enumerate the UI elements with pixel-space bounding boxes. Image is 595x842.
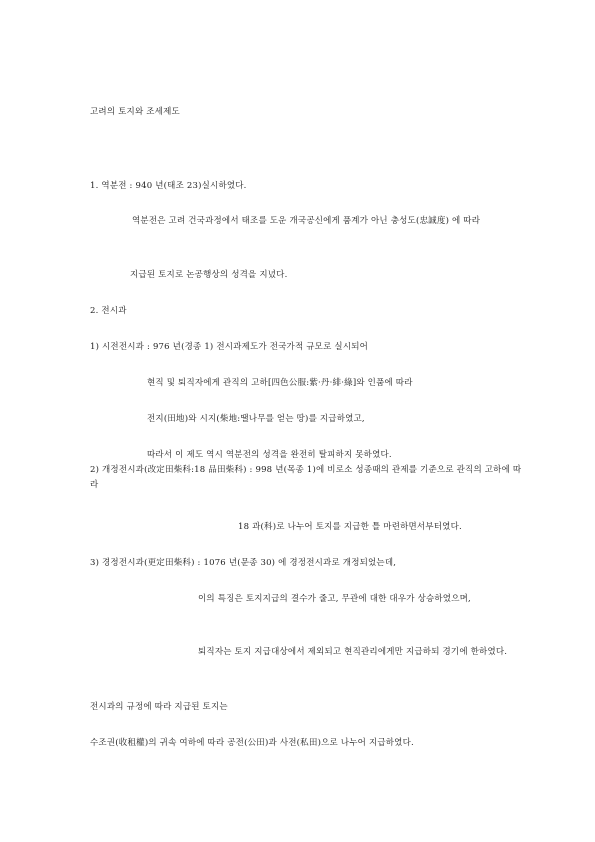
section-1-heading: 1. 역분전 : 940 년(태조 23)실시하였다.: [90, 181, 247, 191]
section-1-paragraph-2: 지급된 토지로 논공행상의 성격을 지녔다.: [130, 270, 288, 280]
subsection-3-heading: 3) 경정전시과(更定田柴科) : 1076 년(문종 30) 에 경정전시과로 개정되었는데,: [90, 558, 397, 568]
subsection-3-line-1: 이의 특징은 토지지급의 결수가 줄고, 무관에 대한 대우가 상승하였으며,: [198, 594, 471, 604]
page-title: 고려의 토지와 조세제도: [90, 107, 180, 117]
closing-line-2: 수조권(收租權)의 귀속 여하에 따라 공전(公田)과 사전(私田)으로 나누어 지급하였다.: [90, 738, 414, 748]
subsection-1-line-2: 전지(田地)와 시지(柴地:땔나무를 얻는 땅)를 지급하였고,: [147, 414, 365, 424]
subsection-1-heading: 1) 시전전시과 : 976 년(경종 1) 전시과제도가 전국가적 규모로 실시되어: [90, 342, 369, 352]
subsection-3-line-2: 퇴직자는 토지 지급대상에서 제외되고 현직관리에게만 지급하되 경기에 한하였다.: [198, 647, 508, 657]
subsection-1-line-3: 따라서 이 제도 역시 역분전의 성격을 완전히 탈피하지 못하였다.: [147, 450, 392, 460]
closing-line-1: 전시과의 규정에 따라 지급된 토지는: [90, 702, 228, 712]
section-2-heading: 2. 전시과: [90, 306, 127, 316]
subsection-1-line-1: 현직 및 퇴직자에게 관직의 고하[四色公服:紫·丹·緋·綠]와 인품에 따라: [147, 378, 413, 388]
section-1-paragraph-1: 역분전은 고려 건국과정에서 태조를 도운 개국공신에게 품계가 아닌 충성도(忠誠度) 에 따라: [132, 216, 481, 226]
subsection-2-heading: 2) 개정전시과(改定田柴科:18 品田柴科) : 998 년(목종 1)에 비로소 성종때의 관제를 기준으로 관직의 고하에 따라: [90, 465, 522, 490]
subsection-2-line-1: 18 과(科)로 나누어 토지를 지급한 틀 마련하면서부터였다.: [238, 522, 462, 532]
